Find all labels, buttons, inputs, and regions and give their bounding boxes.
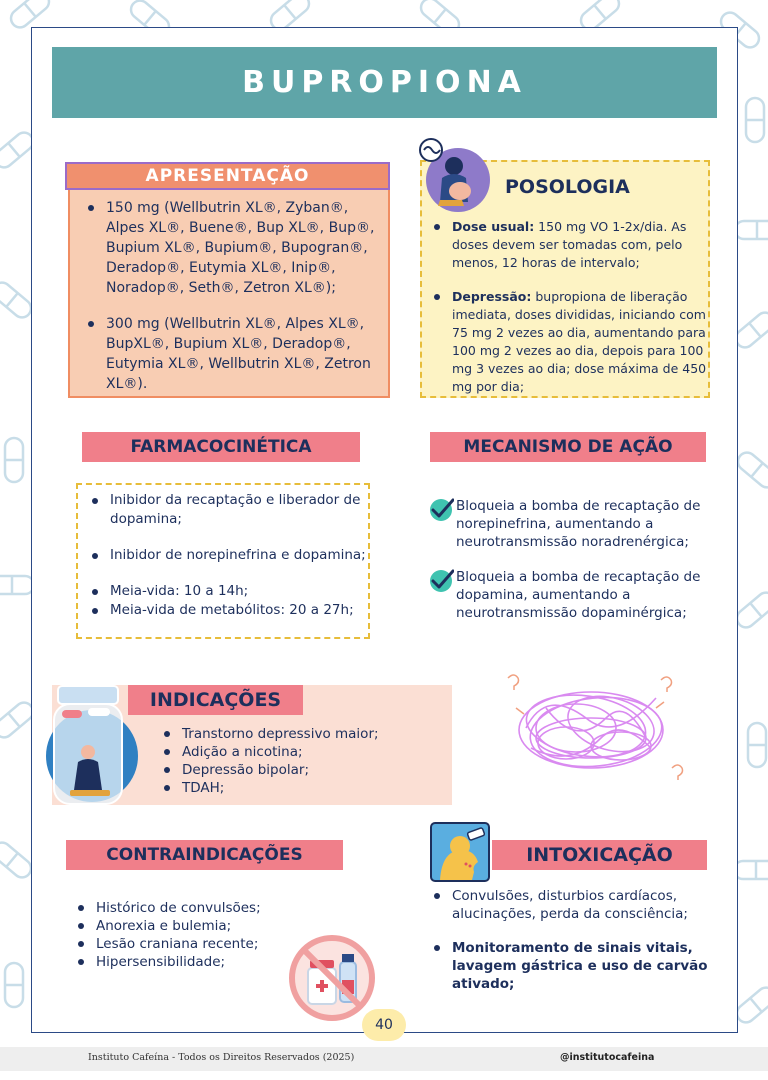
list-item: Depressão bipolar; [160,761,450,779]
dose-usual-text: 150 mg VO 1-2x/dia. As doses devem ser tomadas com, pelo menos, 12 horas de intervalo; [452,219,687,270]
list-item: Inibidor de norepinefrina e dopamina; [88,546,368,565]
prohibited-medicine-icon [286,932,378,1024]
page-number: 40 [362,1009,406,1041]
list-item: Adição a nicotina; [160,743,450,761]
check-icon [428,568,454,594]
list-item: TDAH; [160,779,450,797]
check-icon [428,497,454,523]
dose-usual-label: Dose usual: [452,219,535,234]
apresentacao-title: APRESENTAÇÃO [65,162,390,190]
list-item: 150 mg (Wellbutrin XL®, Zyban®, Alpes XL®, Buene®, Bup XL®, Bup®, Bupium XL®, Bupium®, Bupogran®, Deradop®, Eutymia XL®, Inip®, Noradop®, Seth®, Zetron XL®); [84,198,380,298]
list-item [430,218,710,272]
list-item: Meia-vida: 10 a 14h; [88,582,368,601]
footer-copyright: Instituto Cafeína - Todos os Direitos Reservados (2025) [88,1052,355,1063]
farmacocinetica-title: FARMACOCINÉTICA [82,432,360,462]
list-item: Inibidor da recaptação e liberador de dopamina; [88,491,368,529]
depressao-label: Depressão: [452,289,532,304]
list-item [430,288,710,396]
list-item: Hipersensibilidade; [74,953,304,971]
depressao-text: bupropiona de liberação imediata, doses divididas, iniciando com 75 mg 2 vezes ao dia, aumentando para 100 mg 2 vezes ao dia, depois para 100 mg 3 vezes ao dia; dose máxima de 450 mg por dia; [452,289,707,394]
pill-bottle-person-illustration [36,680,138,808]
indicacoes-title: INDICAÇÕES [128,685,303,715]
apresentacao-list [84,198,380,394]
list-item: Lesão craniana recente; [74,935,304,953]
tangled-scribble-illustration [496,668,686,788]
list-item: Anorexia e bulemia; [74,917,304,935]
mecanismo-title: MECANISMO DE AÇÃO [430,432,706,462]
list-item: Histórico de convulsões; [74,899,304,917]
contraindicacoes-title: CONTRAINDICAÇÕES [66,840,343,870]
list-item: Transtorno depressivo maior; [160,725,450,743]
mecanismo-item [428,497,713,551]
contraindicacoes-list [74,899,304,971]
intoxicacao-list [430,887,715,993]
farmacocinetica-list [88,491,368,620]
posologia-list [430,218,710,396]
page-title: BUPROPIONA [52,47,717,118]
mecanismo-item [428,568,713,622]
mecanismo-text: Bloqueia a bomba de recaptação de dopamina, aumentando a neurotransmissão dopaminérgica; [456,569,701,621]
sad-person-illustration [412,136,494,212]
list-item: Monitoramento de sinais vitais, lavagem gástrica e uso de carvão ativado; [430,939,715,993]
list-item: Convulsões, disturbios cardíacos, alucinações, perda da consciência; [430,887,715,923]
list-item: Meia-vida de metabólitos: 20 a 27h; [88,601,368,620]
poisoned-person-icon [430,822,490,882]
intoxicacao-title: INTOXICAÇÃO [492,840,707,870]
footer-handle: @institutocafeina [560,1052,655,1063]
posologia-title: POSOLOGIA [505,176,630,198]
indicacoes-list [160,725,450,797]
mecanismo-text: Bloqueia a bomba de recaptação de norepinefrina, aumentando a neurotransmissão noradrenérgica; [456,498,701,550]
list-item: 300 mg (Wellbutrin XL®, Alpes XL®, BupXL®, Bupium XL®, Deradop®, Eutymia XL®, Wellbutrin XL®, Zetron XL®). [84,314,380,394]
